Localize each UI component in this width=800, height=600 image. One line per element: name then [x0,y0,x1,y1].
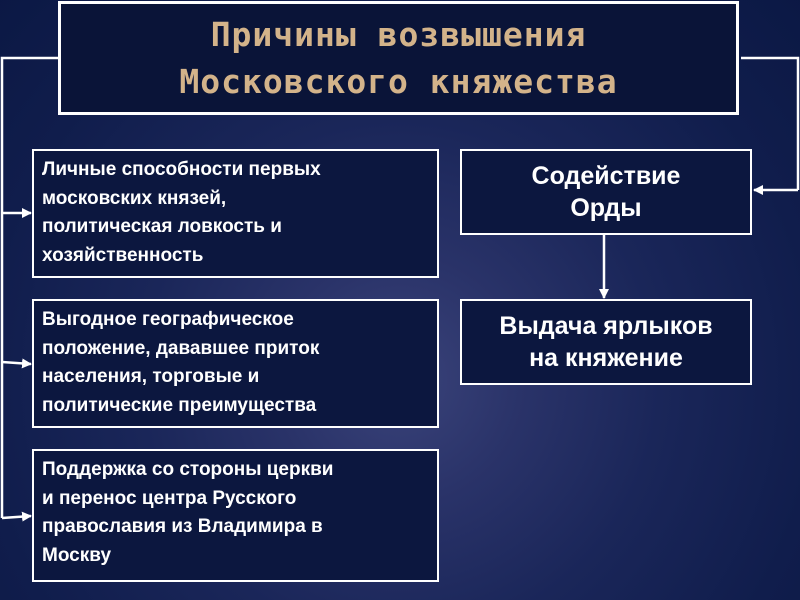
cause-text-1: Личные способности первых московских князей, политическая ловкость и хозяйственность [42,159,321,266]
yarlyk-text: Выдача ярлыков на княжение [499,312,713,372]
arrow-to-cause-2 [2,362,31,364]
title-line-2: Московского княжества [179,62,618,101]
arrow-to-cause-3 [2,516,31,518]
cause-text-3: Поддержка со стороны церкви и перенос центра Русского православия из Владимира в Москву [42,459,334,566]
title-box [58,1,739,115]
cause-box-3 [32,449,439,582]
horde-support-text: Содействие Орды [531,162,681,222]
horde-support-box [460,149,752,235]
yarlyk-box [460,299,752,385]
cause-box-2 [32,299,439,428]
cause-box-1 [32,149,439,278]
cause-text-2: Выгодное географическое положение, дававшее приток населения, торговые и политические преимущества [42,309,320,416]
title-line-1: Причины возвышения [210,15,587,54]
